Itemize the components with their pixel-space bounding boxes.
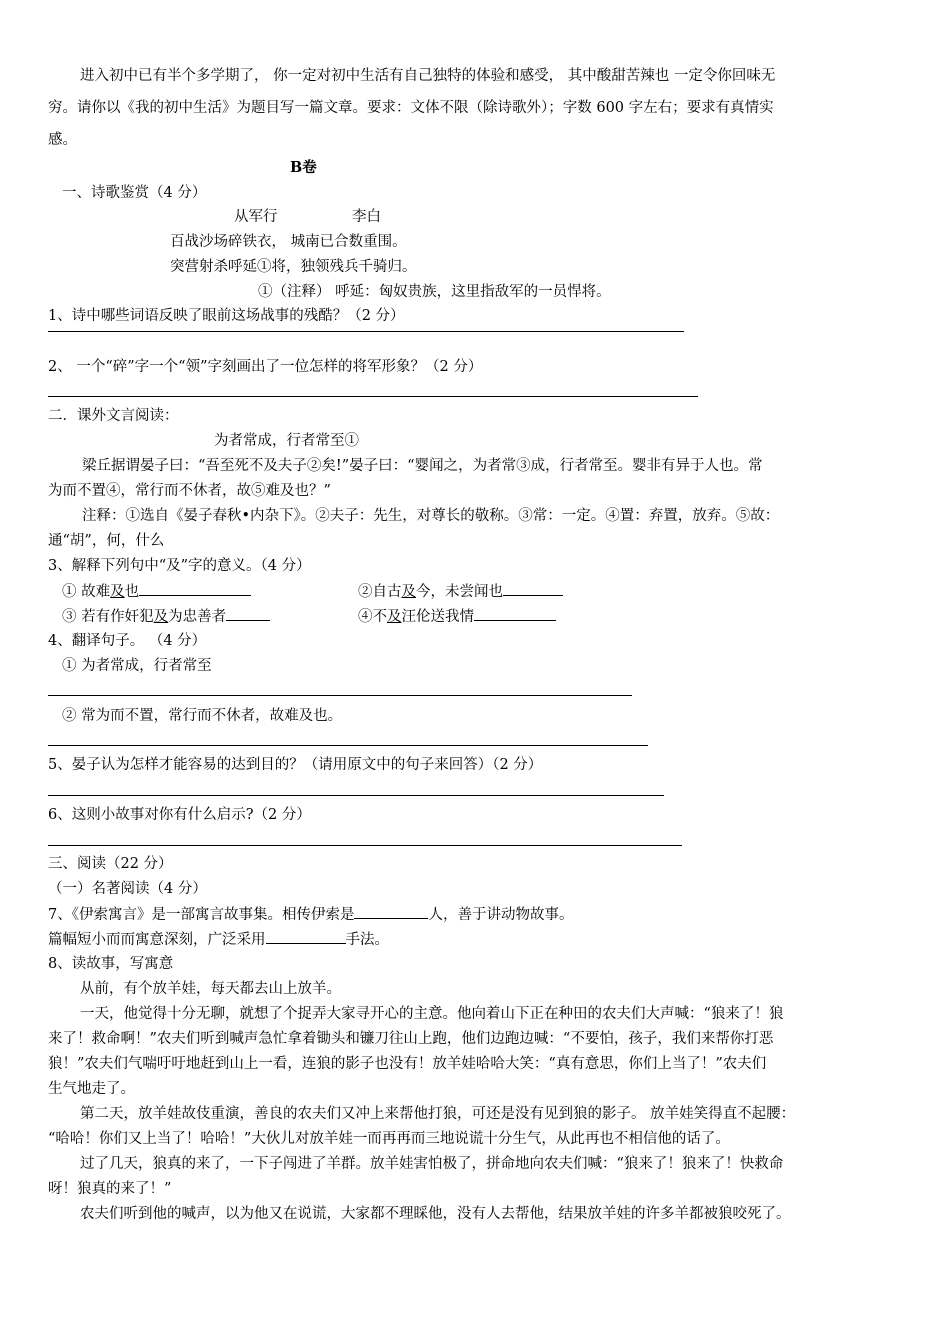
- poem-note: ①（注释） 呼延：匈奴贵族，这里指敌军的一员悍将。: [258, 284, 611, 300]
- q3-item-4-blank[interactable]: [474, 606, 556, 621]
- question-7-pre: 7、《伊索寓言》是一部寓言故事集。相传伊索是: [48, 907, 355, 923]
- question-7-blank-2[interactable]: [266, 929, 346, 944]
- q3-item-1: [62, 581, 251, 602]
- q3-item-3-pre: ③ 若有作奸犯: [62, 609, 154, 625]
- q3-item-4: [358, 606, 556, 627]
- story-para-2-line-3: 狼！”农夫们气喘吁吁地赶到山上一看，连狼的影子也没有！放羊娃哈哈大笑：“真有意思，你们上当了！”农夫们: [48, 1056, 767, 1072]
- story-para-3-line-1: 第二天，放羊娃故伎重演，善良的农夫们又冲上来帮他打狼，可还是没有见到狼的影子。 放羊娃笑得直不起腰：: [80, 1106, 796, 1122]
- q3-item-1-blank[interactable]: [139, 581, 251, 596]
- question-8: 8、读故事，写寓意: [48, 956, 174, 972]
- poem-line-1: 百战沙场碎铁衣， 城南已合数重围。: [170, 234, 407, 250]
- answer-line-q4-2[interactable]: [48, 745, 648, 746]
- poem-line-2: 突营射杀呼延①将，独领残兵千骑归。: [170, 259, 417, 275]
- question-7-blank-1[interactable]: [354, 904, 428, 919]
- q4-sentence-1: ① 为者常成，行者常至: [62, 658, 212, 674]
- poem-author: 李白: [352, 209, 381, 225]
- classical-notes-2: 通“胡”，何，什么: [48, 533, 165, 549]
- question-4: 4、翻译句子。 （4 分）: [48, 633, 207, 649]
- q3-item-3-blank[interactable]: [226, 606, 270, 621]
- q3-item-4-target: 及: [387, 609, 402, 625]
- question-7-cont: [48, 929, 389, 950]
- question-7-post: 人，善于讲动物故事。: [428, 907, 574, 923]
- q3-item-1-pre: ① 故难: [62, 584, 111, 600]
- q3-item-3: [62, 606, 270, 627]
- reading-heading: 三、阅读（22 分）: [48, 856, 173, 872]
- question-7-cont-post: 手法。: [345, 932, 389, 948]
- q3-item-2-target: 及: [401, 584, 416, 600]
- q3-item-2: [358, 581, 563, 602]
- answer-line-q4-1[interactable]: [48, 695, 632, 696]
- classical-para-1: 梁丘据谓晏子曰：“吾至死不及夫子②矣!”晏子曰：“婴闻之，为者常③成，行者常至。婴非有异于人也。常: [82, 458, 763, 474]
- q3-item-2-pre: ②自古: [358, 584, 402, 600]
- section-b-title: B卷: [290, 159, 317, 176]
- question-7: [48, 904, 573, 925]
- story-para-2-line-2: 来了！救命啊！”农夫们听到喊声急忙拿着锄头和镰刀往山上跑，他们边跑边喊：“不要怕，孩子，我们来帮你打恶: [48, 1031, 774, 1047]
- question-3: 3、解释下列句中“及”字的意义。（4 分）: [48, 558, 311, 574]
- q4-sentence-2: ② 常为而不置，常行而不休者，故难及也。: [62, 708, 343, 724]
- essay-line-1: 进入初中已有半个多学期了， 你一定对初中生活有自己独特的体验和感受， 其中酸甜苦辣也 一定令你回味无: [80, 68, 776, 84]
- classical-heading: 二．课外文言阅读：: [48, 408, 179, 424]
- essay-line-3: 感。: [48, 132, 77, 148]
- q3-item-3-target: 及: [153, 609, 169, 625]
- story-para-3-line-2: “哈哈！你们又上当了！哈哈！”大伙儿对放羊娃一而再再而三地说谎十分生气，从此再也不相信他的话了。: [48, 1131, 730, 1147]
- essay-line-2: 穷。请你以《我的初中生活》为题目写一篇文章。要求：文体不限（除诗歌外）；字数 600 字左右；要求有真情实: [48, 100, 774, 116]
- question-1: 1、诗中哪些词语反映了眼前这场战事的残酷？（2 分）: [48, 308, 405, 324]
- story-para-1: 从前，有个放羊娃，每天都去山上放羊。: [80, 981, 341, 997]
- answer-line-q2[interactable]: [48, 396, 698, 397]
- story-para-5: 农夫们听到他的喊声，以为他又在说谎，大家都不理睬他，没有人去帮他，结果放羊娃的许多羊都被狼咬死了。: [80, 1206, 791, 1222]
- classical-title: 为者常成，行者常至①: [214, 433, 359, 449]
- story-para-2-line-4: 生气地走了。: [48, 1081, 135, 1097]
- question-2: 2、 一个“碎”字一个“领”字刻画出了一位怎样的将军形象？（2 分）: [48, 359, 483, 375]
- poem-title: 从军行: [234, 209, 278, 225]
- answer-line-q6[interactable]: [48, 845, 682, 846]
- reading-subheading: （一）名著阅读（4 分）: [48, 881, 207, 897]
- q3-item-2-post: 今，未尝闻也: [416, 584, 503, 600]
- answer-line-q5[interactable]: [48, 795, 664, 796]
- poetry-heading: 一、诗歌鉴赏（4 分）: [62, 185, 207, 201]
- question-6: 6、这则小故事对你有什么启示?（2 分）: [48, 807, 311, 823]
- q3-item-1-post: 也: [124, 584, 140, 600]
- story-para-4-line-1: 过了几天，狼真的来了，一下子闯进了羊群。放羊娃害怕极了，拼命地向农夫们喊：“狼来了！狼来了！快救命: [80, 1156, 784, 1172]
- story-para-2-line-1: 一天，他觉得十分无聊，就想了个捉弄大家寻开心的主意。他向着山下正在种田的农夫们大声喊：“狼来了！狼: [80, 1006, 784, 1022]
- classical-para-2: 为而不置④，常行而不休者，故⑤难及也？”: [48, 483, 331, 499]
- q3-item-3-post: 为忠善者: [168, 609, 227, 625]
- q3-item-4-pre: ④不: [358, 609, 387, 625]
- q3-item-1-target: 及: [110, 584, 125, 600]
- classical-notes-1: 注释：①选自《晏子春秋•内杂下》。②夫子：先生，对尊长的敬称。③常：一定。④置：弃置，放弃。⑤故：: [82, 508, 780, 524]
- question-7-cont-pre: 篇幅短小而而寓意深刻，广泛采用: [48, 932, 266, 948]
- answer-line-q1[interactable]: [48, 331, 684, 332]
- story-para-4-line-2: 呀！狼真的来了！”: [48, 1181, 172, 1197]
- q3-item-2-blank[interactable]: [503, 581, 563, 596]
- q3-item-4-post: 汪伦送我情: [401, 609, 474, 625]
- question-5: 5、晏子认为怎样才能容易的达到目的？（请用原文中的句子来回答）（2 分）: [48, 757, 543, 773]
